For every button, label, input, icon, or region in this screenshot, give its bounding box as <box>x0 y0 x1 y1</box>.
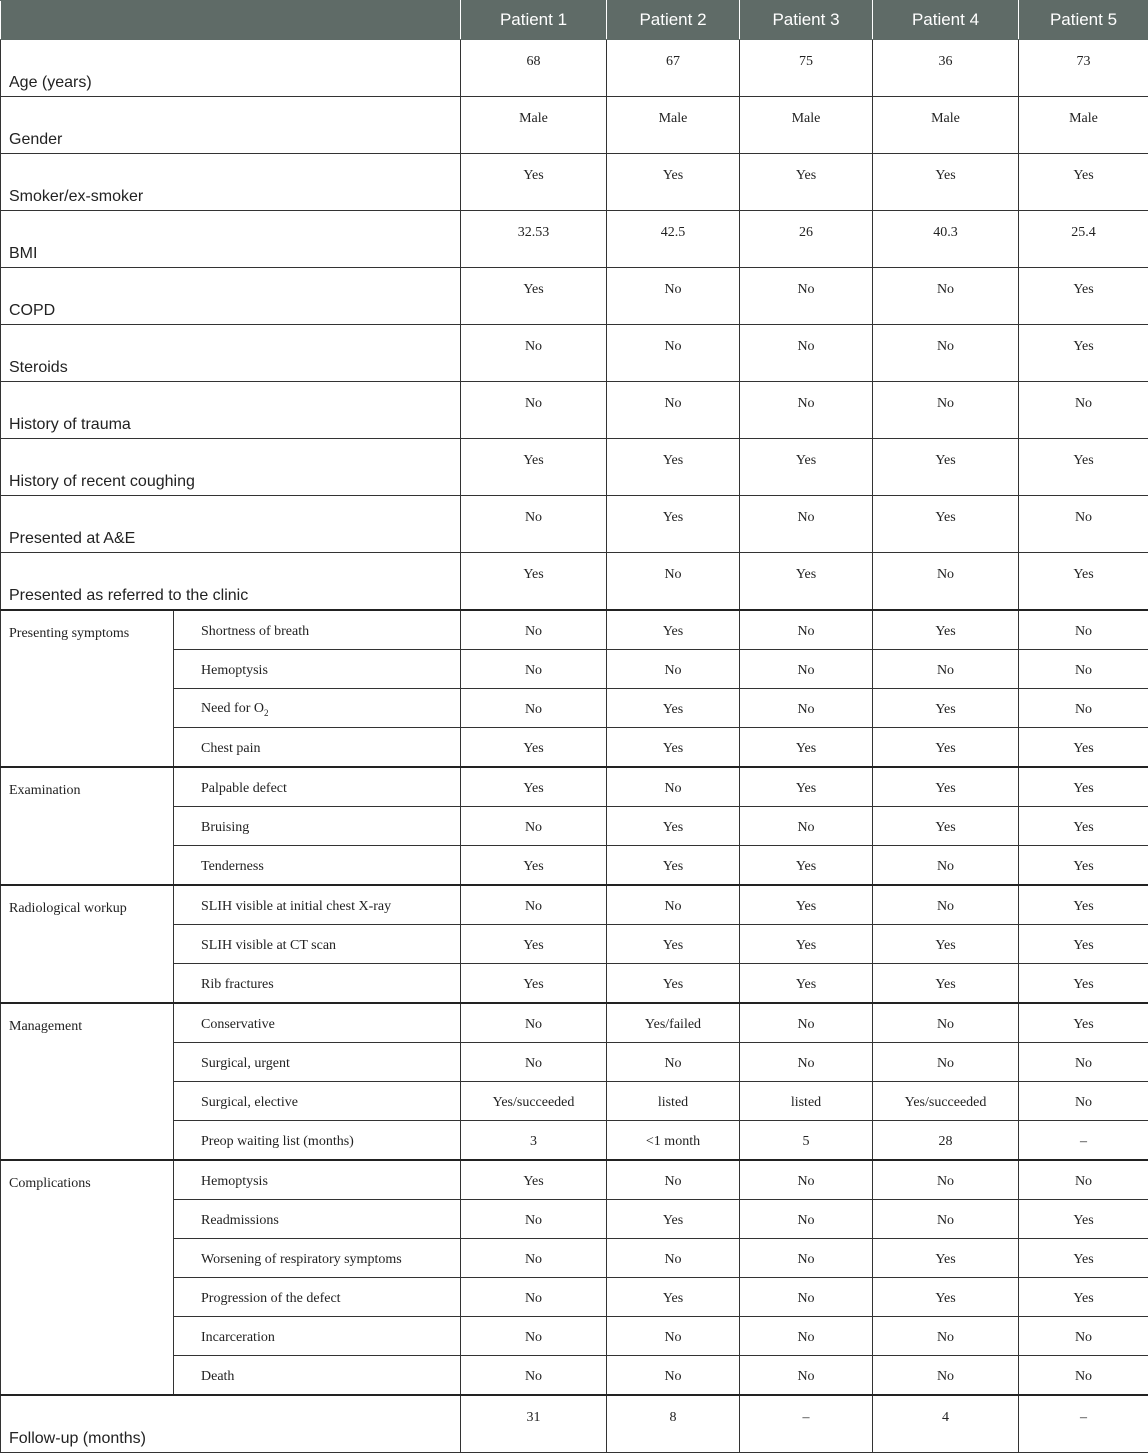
cell-patient-3: 26 <box>740 211 873 268</box>
table-row <box>1 728 1148 768</box>
table-row <box>1 1082 1148 1121</box>
row-label: BMI <box>1 211 461 268</box>
cell-patient-2: No <box>607 325 740 382</box>
cell-patient-4: No <box>873 650 1019 689</box>
cell-patient-4: Yes <box>873 1239 1019 1278</box>
cell-patient-5: Yes <box>1019 1003 1148 1043</box>
cell-patient-5: No <box>1019 1160 1148 1200</box>
cell-patient-1: Yes <box>461 767 607 807</box>
table-row <box>1 1395 1148 1453</box>
cell-patient-1: No <box>461 382 607 439</box>
cell-patient-2: Yes <box>607 964 740 1004</box>
cell-patient-4: 28 <box>873 1121 1019 1161</box>
cell-patient-4: No <box>873 1200 1019 1239</box>
cell-patient-5: Yes <box>1019 728 1148 768</box>
cell-patient-4: 4 <box>873 1395 1019 1453</box>
group-label: Management <box>1 1003 174 1160</box>
cell-patient-5: 25.4 <box>1019 211 1148 268</box>
cell-patient-2: No <box>607 1356 740 1396</box>
row-label: Age (years) <box>1 40 461 97</box>
sub-row-label-text: Progression of the defect <box>201 1291 341 1306</box>
cell-patient-2: Yes <box>607 154 740 211</box>
cell-patient-2: No <box>607 1043 740 1082</box>
cell-patient-1: Yes <box>461 1160 607 1200</box>
cell-patient-5: Yes <box>1019 807 1148 846</box>
sub-row-label-text: SLIH visible at initial chest X-ray <box>201 899 391 914</box>
cell-patient-5: Yes <box>1019 925 1148 964</box>
cell-patient-5: Yes <box>1019 1239 1148 1278</box>
cell-patient-3: No <box>740 268 873 325</box>
cell-patient-5: Yes <box>1019 1278 1148 1317</box>
cell-patient-1: Male <box>461 97 607 154</box>
table-row <box>1 1200 1148 1239</box>
table-row <box>1 846 1148 886</box>
sub-row-label-text: Death <box>201 1369 234 1384</box>
table-row <box>1 885 1148 925</box>
cell-patient-2: No <box>607 382 740 439</box>
cell-patient-2: Yes/failed <box>607 1003 740 1043</box>
row-label: History of trauma <box>1 382 461 439</box>
cell-patient-2: No <box>607 268 740 325</box>
cell-patient-5: Yes <box>1019 439 1148 496</box>
cell-patient-4: No <box>873 885 1019 925</box>
sub-row-label-text: Palpable defect <box>201 781 287 796</box>
cell-patient-1: No <box>461 1317 607 1356</box>
cell-patient-3: 75 <box>740 40 873 97</box>
table-row <box>1 1003 1148 1043</box>
cell-patient-1: No <box>461 1003 607 1043</box>
cell-patient-5: No <box>1019 1317 1148 1356</box>
cell-patient-2: No <box>607 1239 740 1278</box>
cell-patient-5: No <box>1019 1356 1148 1396</box>
cell-patient-1: No <box>461 885 607 925</box>
cell-patient-2: Yes <box>607 925 740 964</box>
cell-patient-3: Yes <box>740 846 873 886</box>
header-patient-2: Patient 2 <box>607 1 740 40</box>
cell-patient-3: No <box>740 1043 873 1082</box>
cell-patient-5: No <box>1019 689 1148 728</box>
sub-row-label <box>174 925 461 964</box>
row-label: Gender <box>1 97 461 154</box>
cell-patient-1: 68 <box>461 40 607 97</box>
table-row <box>1 1278 1148 1317</box>
cell-patient-1: No <box>461 1239 607 1278</box>
group-label: Radiological workup <box>1 885 174 1003</box>
cell-patient-4: Yes <box>873 728 1019 768</box>
cell-patient-5: No <box>1019 382 1148 439</box>
cell-patient-5: No <box>1019 610 1148 650</box>
cell-patient-5: No <box>1019 1043 1148 1082</box>
sub-row-label <box>174 1239 461 1278</box>
cell-patient-2: Yes <box>607 610 740 650</box>
cell-patient-5: Yes <box>1019 846 1148 886</box>
cell-patient-5: 73 <box>1019 40 1148 97</box>
sub-row-label-text: Need for O <box>201 701 264 716</box>
cell-patient-3: No <box>740 496 873 553</box>
sub-row-label <box>174 1003 461 1043</box>
table-row <box>1 610 1148 650</box>
sub-row-label-text: Rib fractures <box>201 977 274 992</box>
cell-patient-1: Yes <box>461 925 607 964</box>
table-row <box>1 268 1148 325</box>
cell-patient-4: Yes <box>873 439 1019 496</box>
cell-patient-2: Yes <box>607 807 740 846</box>
sub-row-label-text: Incarceration <box>201 1330 275 1345</box>
row-label: History of recent coughing <box>1 439 461 496</box>
cell-patient-1: 3 <box>461 1121 607 1161</box>
cell-patient-5: Yes <box>1019 964 1148 1004</box>
cell-patient-5: No <box>1019 650 1148 689</box>
cell-patient-4: Yes <box>873 610 1019 650</box>
header-patient-5: Patient 5 <box>1019 1 1148 40</box>
header-patient-4: Patient 4 <box>873 1 1019 40</box>
table-row <box>1 1356 1148 1396</box>
cell-patient-1: No <box>461 689 607 728</box>
header-row <box>1 1 1148 40</box>
cell-patient-5: Yes <box>1019 1200 1148 1239</box>
cell-patient-2: Yes <box>607 846 740 886</box>
cell-patient-3: Yes <box>740 553 873 611</box>
cell-patient-3: No <box>740 1278 873 1317</box>
table-row <box>1 767 1148 807</box>
table-row <box>1 40 1148 97</box>
sub-row-label-text: Surgical, urgent <box>201 1056 290 1071</box>
table-row <box>1 211 1148 268</box>
sub-row-label <box>174 885 461 925</box>
cell-patient-2: 8 <box>607 1395 740 1453</box>
cell-patient-4: No <box>873 325 1019 382</box>
cell-patient-5: Yes <box>1019 553 1148 611</box>
cell-patient-2: No <box>607 1160 740 1200</box>
cell-patient-4: Yes <box>873 807 1019 846</box>
cell-patient-4: No <box>873 1356 1019 1396</box>
table-row <box>1 496 1148 553</box>
cell-patient-2: <1 month <box>607 1121 740 1161</box>
cell-patient-3: Yes <box>740 964 873 1004</box>
header-patient-1: Patient 1 <box>461 1 607 40</box>
sub-row-label-text: Readmissions <box>201 1213 279 1228</box>
cell-patient-4: No <box>873 1043 1019 1082</box>
group-label: Examination <box>1 767 174 885</box>
cell-patient-5: Male <box>1019 97 1148 154</box>
sub-row-label <box>174 846 461 886</box>
cell-patient-1: Yes <box>461 439 607 496</box>
cell-patient-2: Yes <box>607 689 740 728</box>
row-label: Steroids <box>1 325 461 382</box>
sub-row-label <box>174 689 461 728</box>
cell-patient-3: 5 <box>740 1121 873 1161</box>
cell-patient-4: No <box>873 553 1019 611</box>
table-row <box>1 964 1148 1004</box>
sub-row-label-text: Chest pain <box>201 741 261 756</box>
cell-patient-1: No <box>461 610 607 650</box>
cell-patient-1: No <box>461 807 607 846</box>
header-blank-cell <box>1 1 461 40</box>
row-label: Presented at A&E <box>1 496 461 553</box>
table-body <box>1 40 1148 1453</box>
cell-patient-4: 40.3 <box>873 211 1019 268</box>
cell-patient-3: No <box>740 1317 873 1356</box>
sub-row-label <box>174 650 461 689</box>
sub-row-label-text: Hemoptysis <box>201 1174 268 1189</box>
table-row <box>1 807 1148 846</box>
cell-patient-5: Yes <box>1019 767 1148 807</box>
cell-patient-3: No <box>740 1200 873 1239</box>
table-row <box>1 650 1148 689</box>
cell-patient-4: No <box>873 1003 1019 1043</box>
sub-row-label <box>174 1317 461 1356</box>
cell-patient-4: Yes <box>873 1278 1019 1317</box>
cell-patient-5: Yes <box>1019 885 1148 925</box>
sub-row-label <box>174 1200 461 1239</box>
table-header <box>1 1 1148 40</box>
cell-patient-2: listed <box>607 1082 740 1121</box>
cell-patient-3: – <box>740 1395 873 1453</box>
table-row <box>1 1121 1148 1161</box>
cell-patient-1: Yes <box>461 268 607 325</box>
table-row <box>1 553 1148 611</box>
cell-patient-3: listed <box>740 1082 873 1121</box>
cell-patient-4: No <box>873 846 1019 886</box>
table-row <box>1 1239 1148 1278</box>
cell-patient-3: No <box>740 1003 873 1043</box>
cell-patient-3: No <box>740 1160 873 1200</box>
cell-patient-2: Male <box>607 97 740 154</box>
sub-row-label <box>174 1082 461 1121</box>
table-row <box>1 97 1148 154</box>
cell-patient-4: Yes <box>873 767 1019 807</box>
row-label: Presented as referred to the clinic <box>1 553 461 611</box>
cell-patient-4: Yes/succeeded <box>873 1082 1019 1121</box>
cell-patient-1: Yes/succeeded <box>461 1082 607 1121</box>
table-row <box>1 925 1148 964</box>
cell-patient-3: No <box>740 382 873 439</box>
cell-patient-4: Yes <box>873 154 1019 211</box>
cell-patient-1: Yes <box>461 154 607 211</box>
cell-patient-2: Yes <box>607 1278 740 1317</box>
sub-row-label-text: Tenderness <box>201 859 264 874</box>
cell-patient-3: No <box>740 1356 873 1396</box>
subscript: 2 <box>264 708 269 718</box>
cell-patient-2: No <box>607 650 740 689</box>
table-row <box>1 1160 1148 1200</box>
cell-patient-1: Yes <box>461 728 607 768</box>
cell-patient-2: 67 <box>607 40 740 97</box>
cell-patient-2: No <box>607 767 740 807</box>
sub-row-label-text: Preop waiting list (months) <box>201 1134 354 1149</box>
row-label: COPD <box>1 268 461 325</box>
sub-row-label <box>174 767 461 807</box>
cell-patient-1: No <box>461 1278 607 1317</box>
header-patient-3: Patient 3 <box>740 1 873 40</box>
cell-patient-4: No <box>873 1160 1019 1200</box>
sub-row-label-text: Hemoptysis <box>201 663 268 678</box>
table-row <box>1 382 1148 439</box>
cell-patient-4: Yes <box>873 496 1019 553</box>
sub-row-label <box>174 610 461 650</box>
table-row <box>1 1043 1148 1082</box>
sub-row-label <box>174 1121 461 1161</box>
sub-row-label <box>174 1043 461 1082</box>
sub-row-label <box>174 1160 461 1200</box>
cell-patient-1: Yes <box>461 964 607 1004</box>
cell-patient-4: Yes <box>873 964 1019 1004</box>
cell-patient-4: Yes <box>873 689 1019 728</box>
cell-patient-1: No <box>461 1043 607 1082</box>
sub-row-label <box>174 1278 461 1317</box>
cell-patient-1: 32.53 <box>461 211 607 268</box>
cell-patient-4: No <box>873 1317 1019 1356</box>
cell-patient-3: No <box>740 807 873 846</box>
cell-patient-3: Yes <box>740 728 873 768</box>
cell-patient-4: 36 <box>873 40 1019 97</box>
cell-patient-2: Yes <box>607 728 740 768</box>
cell-patient-3: No <box>740 1239 873 1278</box>
cell-patient-3: No <box>740 689 873 728</box>
table-row <box>1 689 1148 728</box>
cell-patient-2: No <box>607 885 740 925</box>
table-row <box>1 154 1148 211</box>
cell-patient-3: Yes <box>740 925 873 964</box>
cell-patient-5: – <box>1019 1395 1148 1453</box>
row-label: Smoker/ex-smoker <box>1 154 461 211</box>
cell-patient-1: No <box>461 1200 607 1239</box>
cell-patient-5: Yes <box>1019 325 1148 382</box>
cell-patient-2: Yes <box>607 496 740 553</box>
cell-patient-1: No <box>461 325 607 382</box>
sub-row-label-text: Bruising <box>201 820 249 835</box>
cell-patient-1: No <box>461 496 607 553</box>
table-row <box>1 439 1148 496</box>
sub-row-label-text: Surgical, elective <box>201 1095 298 1110</box>
cell-patient-2: No <box>607 1317 740 1356</box>
cell-patient-2: Yes <box>607 1200 740 1239</box>
sub-row-label-text: Conservative <box>201 1017 275 1032</box>
cell-patient-2: 42.5 <box>607 211 740 268</box>
cell-patient-4: Yes <box>873 925 1019 964</box>
sub-row-label <box>174 964 461 1004</box>
cell-patient-5: – <box>1019 1121 1148 1161</box>
sub-row-label-text: Worsening of respiratory symptoms <box>201 1252 402 1267</box>
table-row <box>1 1317 1148 1356</box>
cell-patient-3: Yes <box>740 885 873 925</box>
row-label: Follow-up (months) <box>1 1395 461 1453</box>
sub-row-label <box>174 807 461 846</box>
cell-patient-3: No <box>740 650 873 689</box>
cell-patient-3: Male <box>740 97 873 154</box>
cell-patient-1: No <box>461 1356 607 1396</box>
cell-patient-4: No <box>873 382 1019 439</box>
cell-patient-3: No <box>740 610 873 650</box>
cell-patient-2: No <box>607 553 740 611</box>
cell-patient-1: No <box>461 650 607 689</box>
cell-patient-3: Yes <box>740 767 873 807</box>
cell-patient-3: Yes <box>740 154 873 211</box>
cell-patient-5: No <box>1019 1082 1148 1121</box>
sub-row-label-text: Shortness of breath <box>201 624 309 639</box>
table-row <box>1 325 1148 382</box>
cell-patient-5: Yes <box>1019 154 1148 211</box>
cell-patient-3: No <box>740 325 873 382</box>
cell-patient-5: Yes <box>1019 268 1148 325</box>
cell-patient-4: No <box>873 268 1019 325</box>
cell-patient-4: Male <box>873 97 1019 154</box>
sub-row-label <box>174 728 461 768</box>
cell-patient-2: Yes <box>607 439 740 496</box>
cell-patient-5: No <box>1019 496 1148 553</box>
cell-patient-1: Yes <box>461 553 607 611</box>
group-label: Presenting symptoms <box>1 610 174 767</box>
cell-patient-1: 31 <box>461 1395 607 1453</box>
cell-patient-3: Yes <box>740 439 873 496</box>
sub-row-label <box>174 1356 461 1396</box>
sub-row-label-text: SLIH visible at CT scan <box>201 938 336 953</box>
group-label: Complications <box>1 1160 174 1395</box>
cell-patient-1: Yes <box>461 846 607 886</box>
